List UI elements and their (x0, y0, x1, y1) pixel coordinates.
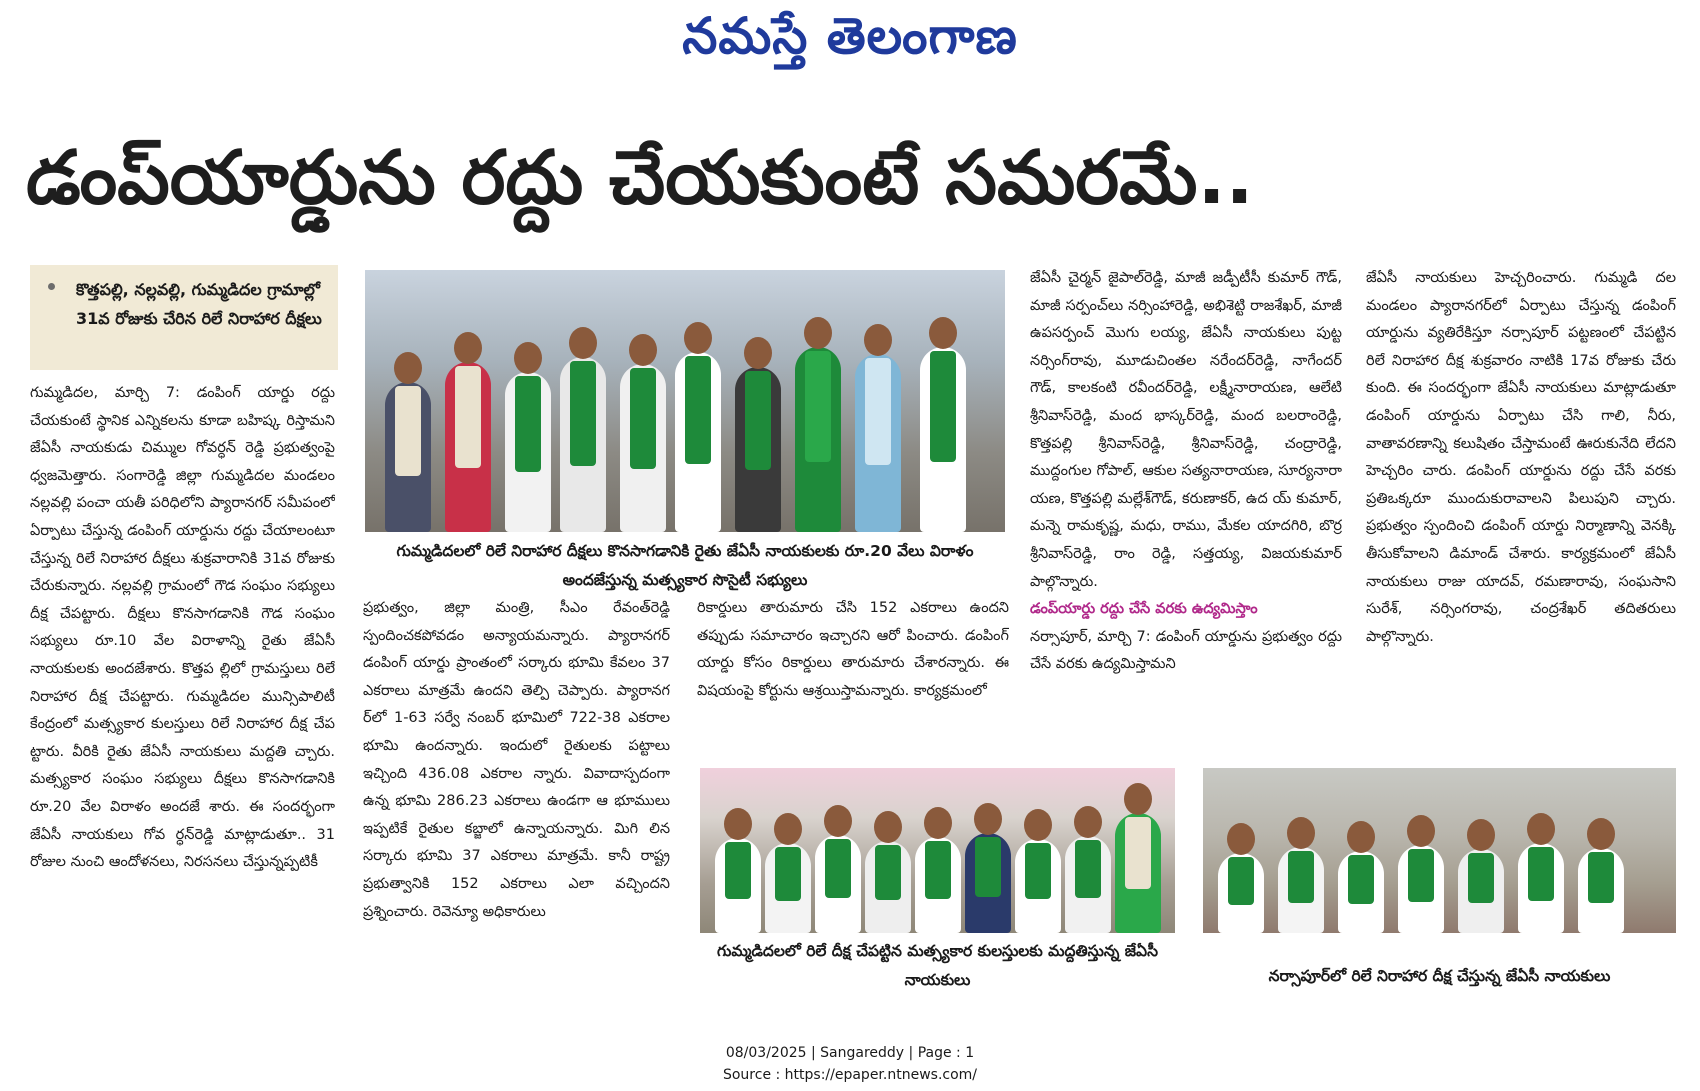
bullet-icon (48, 283, 55, 290)
photo-figure (1278, 847, 1324, 933)
photo-figure (1115, 813, 1161, 933)
photo-figure (965, 833, 1011, 933)
photo-figure (505, 372, 551, 532)
photo-figure (385, 382, 431, 532)
photo-figure (620, 364, 666, 532)
photo-caption-fishermen-support: గుమ్మడిదలలో రిలే దీక్ష చేపట్టిన మత్స్యకార కులస్తులకు మద్దతిస్తున్న జేఏసీ నాయకులు (717, 942, 1158, 989)
photo-figure (1398, 845, 1444, 933)
article-column-5: జేఏసీ నాయకులు హెచ్చరించారు. గుమ్మడి దల మండలం ప్యారానగర్‌లో ఏర్పాటు చేస్తున్న డంపింగ్ యార్డును వ్యతిరేకిస్తూ నర్సాపూర్ పట్టణంలో చేపట్టిన రిలే నిరాహార దీక్ష శుక్రవారం నాటికి 17వ రోజుకు చేరు కుంది. ఈ సందర్భంగా జేఏసీ నాయకులు మాట్లాడుతూ డంపింగ్ యార్డును ఏర్పాటు చేసి గాలి, నీరు, వాతావరణాన్ని కలుషితం చేస్తామంటే ఊరుకునేది లేదని హెచ్చరిం చారు. డంపింగ్ యార్డును రద్దు చేసే వరకు ప్రతిఒక్కరూ ముందుకురావాలని పిలుపుని చ్చారు. ప్రభుత్వం స్పందించి డంపింగ్ యార్డు నిర్మాణాన్ని వెనక్కి తీసుకోవాలని డిమాండ్ చేశారు. కార్యక్రమంలో జేఏసీ నాయకులు రాజు యాదవ్, రమణారావు, సంఘసాని సురేశ్, నర్సింగరావు, చంద్రశేఖర్ తదితరులు పాల్గొన్నారు. (1366, 270, 1676, 645)
photo-figure (1338, 851, 1384, 933)
news-photo-narsapur-protest (1203, 768, 1676, 933)
photo-caption-narsapur-protest: నర్సాపూర్‌లో రిలే నిరాహార దీక్ష చేస్తున్న జేఏసీ నాయకులు (1268, 967, 1611, 985)
photo-figure (675, 352, 721, 532)
footer-date-edition: 08/03/2025 | Sangareddy | Page : 1 (725, 1045, 975, 1061)
photo-figure (560, 357, 606, 532)
news-photo-fishermen-support (700, 768, 1175, 933)
photo-figure (815, 835, 861, 933)
photo-figure (1518, 843, 1564, 933)
photo-caption-donation: గుమ్మడిదలలో రిలే నిరాహార దీక్షలు కొనసాగడానికి రైతు జేఏసీ నాయకులకు రూ.20 వేలు విరాళం అందజేస్తున్న మత్స్యకార సొసైటీ సభ్యులు (396, 542, 974, 589)
column-4-text: జేఏసీ చైర్మన్ జైపాల్‌రెడ్డి, మాజీ జడ్పీటీసీ కుమార్ గౌడ్, మాజీ సర్పంచ్‌లు నర్సింహారెడ్డి, అభిశెట్టి రాజశేఖర్, మాజీ ఉపసర్పంచ్ మొగు లయ్య, జేఏసీ నాయకులు పుట్ట నర్సింగ్‌రావు, మూడుచింతల నరేందర్‌రెడ్డి, నాగేందర్ గౌడ్, కాలకంటి రవీందర్‌రెడ్డి, లక్ష్మీనారాయణ, ఆలేటి శ్రీనివాస్‌రెడ్డి, మంద భాస్కర్‌రెడ్డి, మంద బలరాంరెడ్డి, కొత్తపల్లి శ్రీనివాస్‌రెడ్డి, శ్రీనివాస్‌రెడ్డి, చంద్రారెడ్డి, ముద్దంగుల గోపాల్, ఆకుల సత్యనారాయణ, సూర్యనారా యణ, కొత్తపల్లి మల్లేశ్‌గౌడ్, కరుణాకర్, ఉద య్ కుమార్, మన్నె రామకృష్ణ, మధు, రాము, మేకల యాదగిరి, బొర్ర శ్రీనివాస్‌రెడ్డి, రాం రెడ్డి, సత్తయ్య, విజయకుమార్ పాల్గొన్నారు. (1030, 270, 1342, 590)
article-summary-box (30, 265, 338, 370)
photo-figure (1458, 849, 1504, 933)
photo-figure (865, 841, 911, 933)
photo-figure (1218, 853, 1264, 933)
photo-figure (920, 347, 966, 532)
article-headline: డంప్‌యార్డును రద్దు చేయకుంటే సమరమే.. (26, 135, 1254, 221)
column-4-continued-text: నర్సాపూర్, మార్చి 7: డంపింగ్ యార్డును ప్రభుత్వం రద్దు చేసే వరకు ఉద్యమిస్తామని (1030, 628, 1342, 673)
photo-figure (1065, 836, 1111, 933)
newspaper-masthead: నమస్తే తెలంగాణ (682, 6, 1018, 65)
summary-text: కొత్తపల్లి, నల్లవల్లి, గుమ్మడిదల గ్రామాల్లో 31వ రోజుకు చేరిన రిలే నిరాహార దీక్షలు (76, 280, 322, 328)
photo-figure (795, 347, 841, 532)
article-column-1: గుమ్మడిదల, మార్చి 7: డంపింగ్ యార్డు రద్దు చేయకుంటే స్థానిక ఎన్నికలను కూడా బహిష్క రిస్తామని జేఏసీ నాయకుడు చిమ్ముల గోవర్ధన్ రెడ్డి ప్రభుత్వంపై ధ్వజమెత్తారు. సంగారెడ్డి జిల్లా గుమ్మడిదల మండలం నల్లవల్లి పంచా యతీ పరిధిలోని ప్యారానగర్ సమీపంలో ఏర్పాటు చేస్తున్న డంపింగ్ యార్డును రద్దు చేయాలంటూ చేస్తున్న రిలే నిరాహార దీక్షలు శుక్రవారానికి 31వ రోజుకు చేరుకున్నారు. నల్లవల్లి గ్రామంలో గౌడ సంఘం సభ్యులు దీక్ష చేపట్టారు. దీక్షలు కొనసాగడానికి గౌడ సంఘం సభ్యులు రూ.10 వేల విరాళాన్ని రైతు జేఏసీ నాయకులకు అందజేశారు. కొత్తప ల్లిలో గ్రామస్తులు రిలే నిరాహార దీక్ష చేపట్టారు. గుమ్మడిదల మున్సిపాలిటీ కేంద్రంలో మత్స్యకార కులస్తులు రిలే నిరాహార దీక్ష చేప ట్టారు. వీరికి రైతు జేఏసీ నాయకులు మద్దతి చ్చారు. మత్స్యకార సంఘం సభ్యులు దీక్షలు కొనసాగడానికి రూ.20 వేల విరాళం అందజే శారు. ఈ సందర్భంగా జేఏసీ నాయకులు గోవ ర్ధన్‌రెడ్డి మాట్లాడుతూ.. 31 రోజుల నుంచి ఆందోళనలు, నిరసనలు చేస్తున్నప్పటికీ (30, 385, 335, 871)
photo-figure (715, 838, 761, 933)
photo-figure (855, 354, 901, 532)
photo-figure (735, 367, 781, 532)
article-column-4 (1030, 265, 1342, 743)
photo-figure (445, 362, 491, 532)
article-column-3: రికార్డులు తారుమారు చేసి 152 ఎకరాలు ఉందని తప్పుడు సమాచారం ఇచ్చారని ఆరో పించారు. డంపింగ్ యార్డు కోసం రికార్డులు తారుమారు చేశారన్నారు. ఈ విషయంపై కోర్టును ఆశ్రయిస్తామన్నారు. కార్యక్రమంలో (697, 600, 1009, 699)
photo-figure (1578, 848, 1624, 933)
footer-source-link[interactable]: Source : https://epaper.ntnews.com/ (722, 1067, 978, 1083)
news-photo-donation (365, 270, 1005, 532)
article-column-2: ప్రభుత్వం, జిల్లా మంత్రి, సీఎం రేవంత్‌రెడ్డి స్పందించకపోవడం అన్యాయమన్నారు. ప్యారానగర్ డంపింగ్ యార్డు ప్రాంతంలో సర్కారు భూమి కేవలం 37 ఎకరాలు మాత్రమే ఉందని తెల్పి చెప్పారు. ప్యారానగ ర్‌లో 1-63 సర్వే నంబర్ భూమిలో 722-38 ఎకరాల భూమి ఉందన్నారు. ఇందులో రైతులకు పట్టాలు ఇచ్చింది 436.08 ఎకరాల న్నారు. వివాదాస్పదంగా ఉన్న భూమి 286.23 ఎకరాలు ఉండగా ఆ భూములు ఇప్పటికే రైతుల కబ్జాలో ఉన్నాయన్నారు. మిగి లిన సర్కారు భూమి 37 ఎకరాలు మాత్రమే. కానీ రాష్ట్ర ప్రభుత్వానికి 152 ఎకరాలు ఎలా వచ్చిందని ప్రశ్నించారు. రెవెన్యూ అధికారులు (363, 600, 670, 920)
photo-figure (915, 837, 961, 933)
photo-figure (765, 843, 811, 933)
section-subhead: డంప్‌యార్డు రద్దు చేసే వరకు ఉద్యమిస్తాం (1030, 601, 1258, 618)
photo-figure (1015, 839, 1061, 933)
